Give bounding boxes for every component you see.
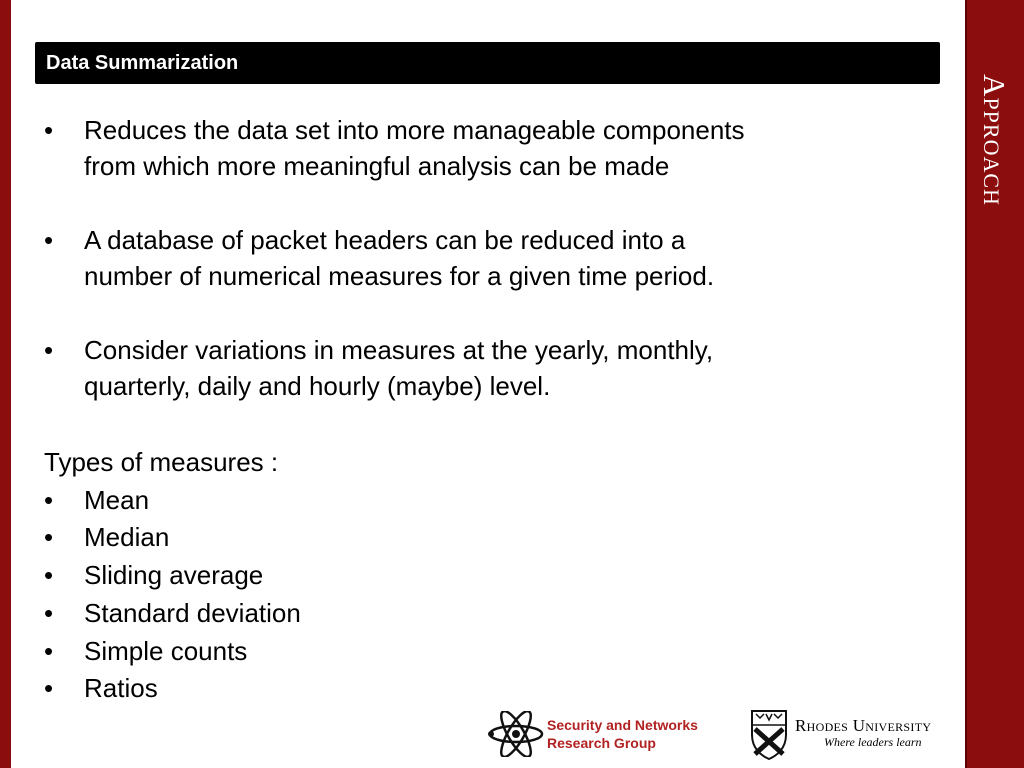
bullet-text-line: A database of packet headers can be reduced into a (84, 225, 686, 255)
university-motto: Where leaders learn (824, 735, 922, 749)
bullet-text-line: number of numerical measures for a given time period. (84, 261, 715, 291)
slide-content (44, 112, 944, 708)
list-item (44, 595, 944, 633)
bullet-marker: • (44, 335, 54, 365)
bullet-item (44, 112, 944, 184)
bullet-text-line: quarterly, daily and hourly (maybe) level. (84, 371, 551, 401)
bullet-marker: • (44, 560, 54, 591)
left-border-accent (0, 0, 11, 768)
bullet-text-line: Reduces the data set into more manageable components (84, 115, 745, 145)
list-item (44, 482, 944, 520)
bullet-marker: • (44, 522, 54, 553)
footer-logos (487, 705, 947, 765)
bullet-marker: • (44, 484, 54, 515)
slide-title: Data Summarization (46, 51, 239, 74)
bullet-marker: • (44, 597, 54, 628)
list-item-label: Mean (84, 484, 150, 515)
bullet-text-line: Consider variations in measures at the yearly, monthly, (84, 335, 714, 365)
measures-list (44, 444, 944, 708)
list-item-label: Ratios (84, 673, 158, 704)
list-item-label: Simple counts (84, 635, 248, 666)
bullet-item (44, 222, 944, 294)
university-name: Rhodes University (795, 716, 932, 735)
university-crest-icon (750, 709, 788, 761)
list-item-label: Sliding average (84, 560, 264, 591)
research-group-name: Security and Networks Research Group (547, 717, 698, 751)
list-item (44, 557, 944, 595)
bullet-marker: • (44, 673, 54, 704)
list-item (44, 670, 944, 708)
measures-heading: Types of measures : (44, 447, 279, 477)
atom-logo-icon (487, 711, 545, 757)
list-item (44, 519, 944, 557)
bullet-text-line: from which more meaningful analysis can be made (84, 151, 670, 181)
bullet-item (44, 332, 944, 404)
bullet-marker: • (44, 225, 54, 255)
list-item-label: Standard deviation (84, 597, 301, 628)
bullet-marker: • (44, 635, 54, 666)
list-item-label: Median (84, 522, 170, 553)
list-item (44, 633, 944, 671)
side-title: Approach (977, 74, 1012, 206)
bullet-marker: • (44, 115, 54, 145)
header-bar (35, 42, 940, 84)
